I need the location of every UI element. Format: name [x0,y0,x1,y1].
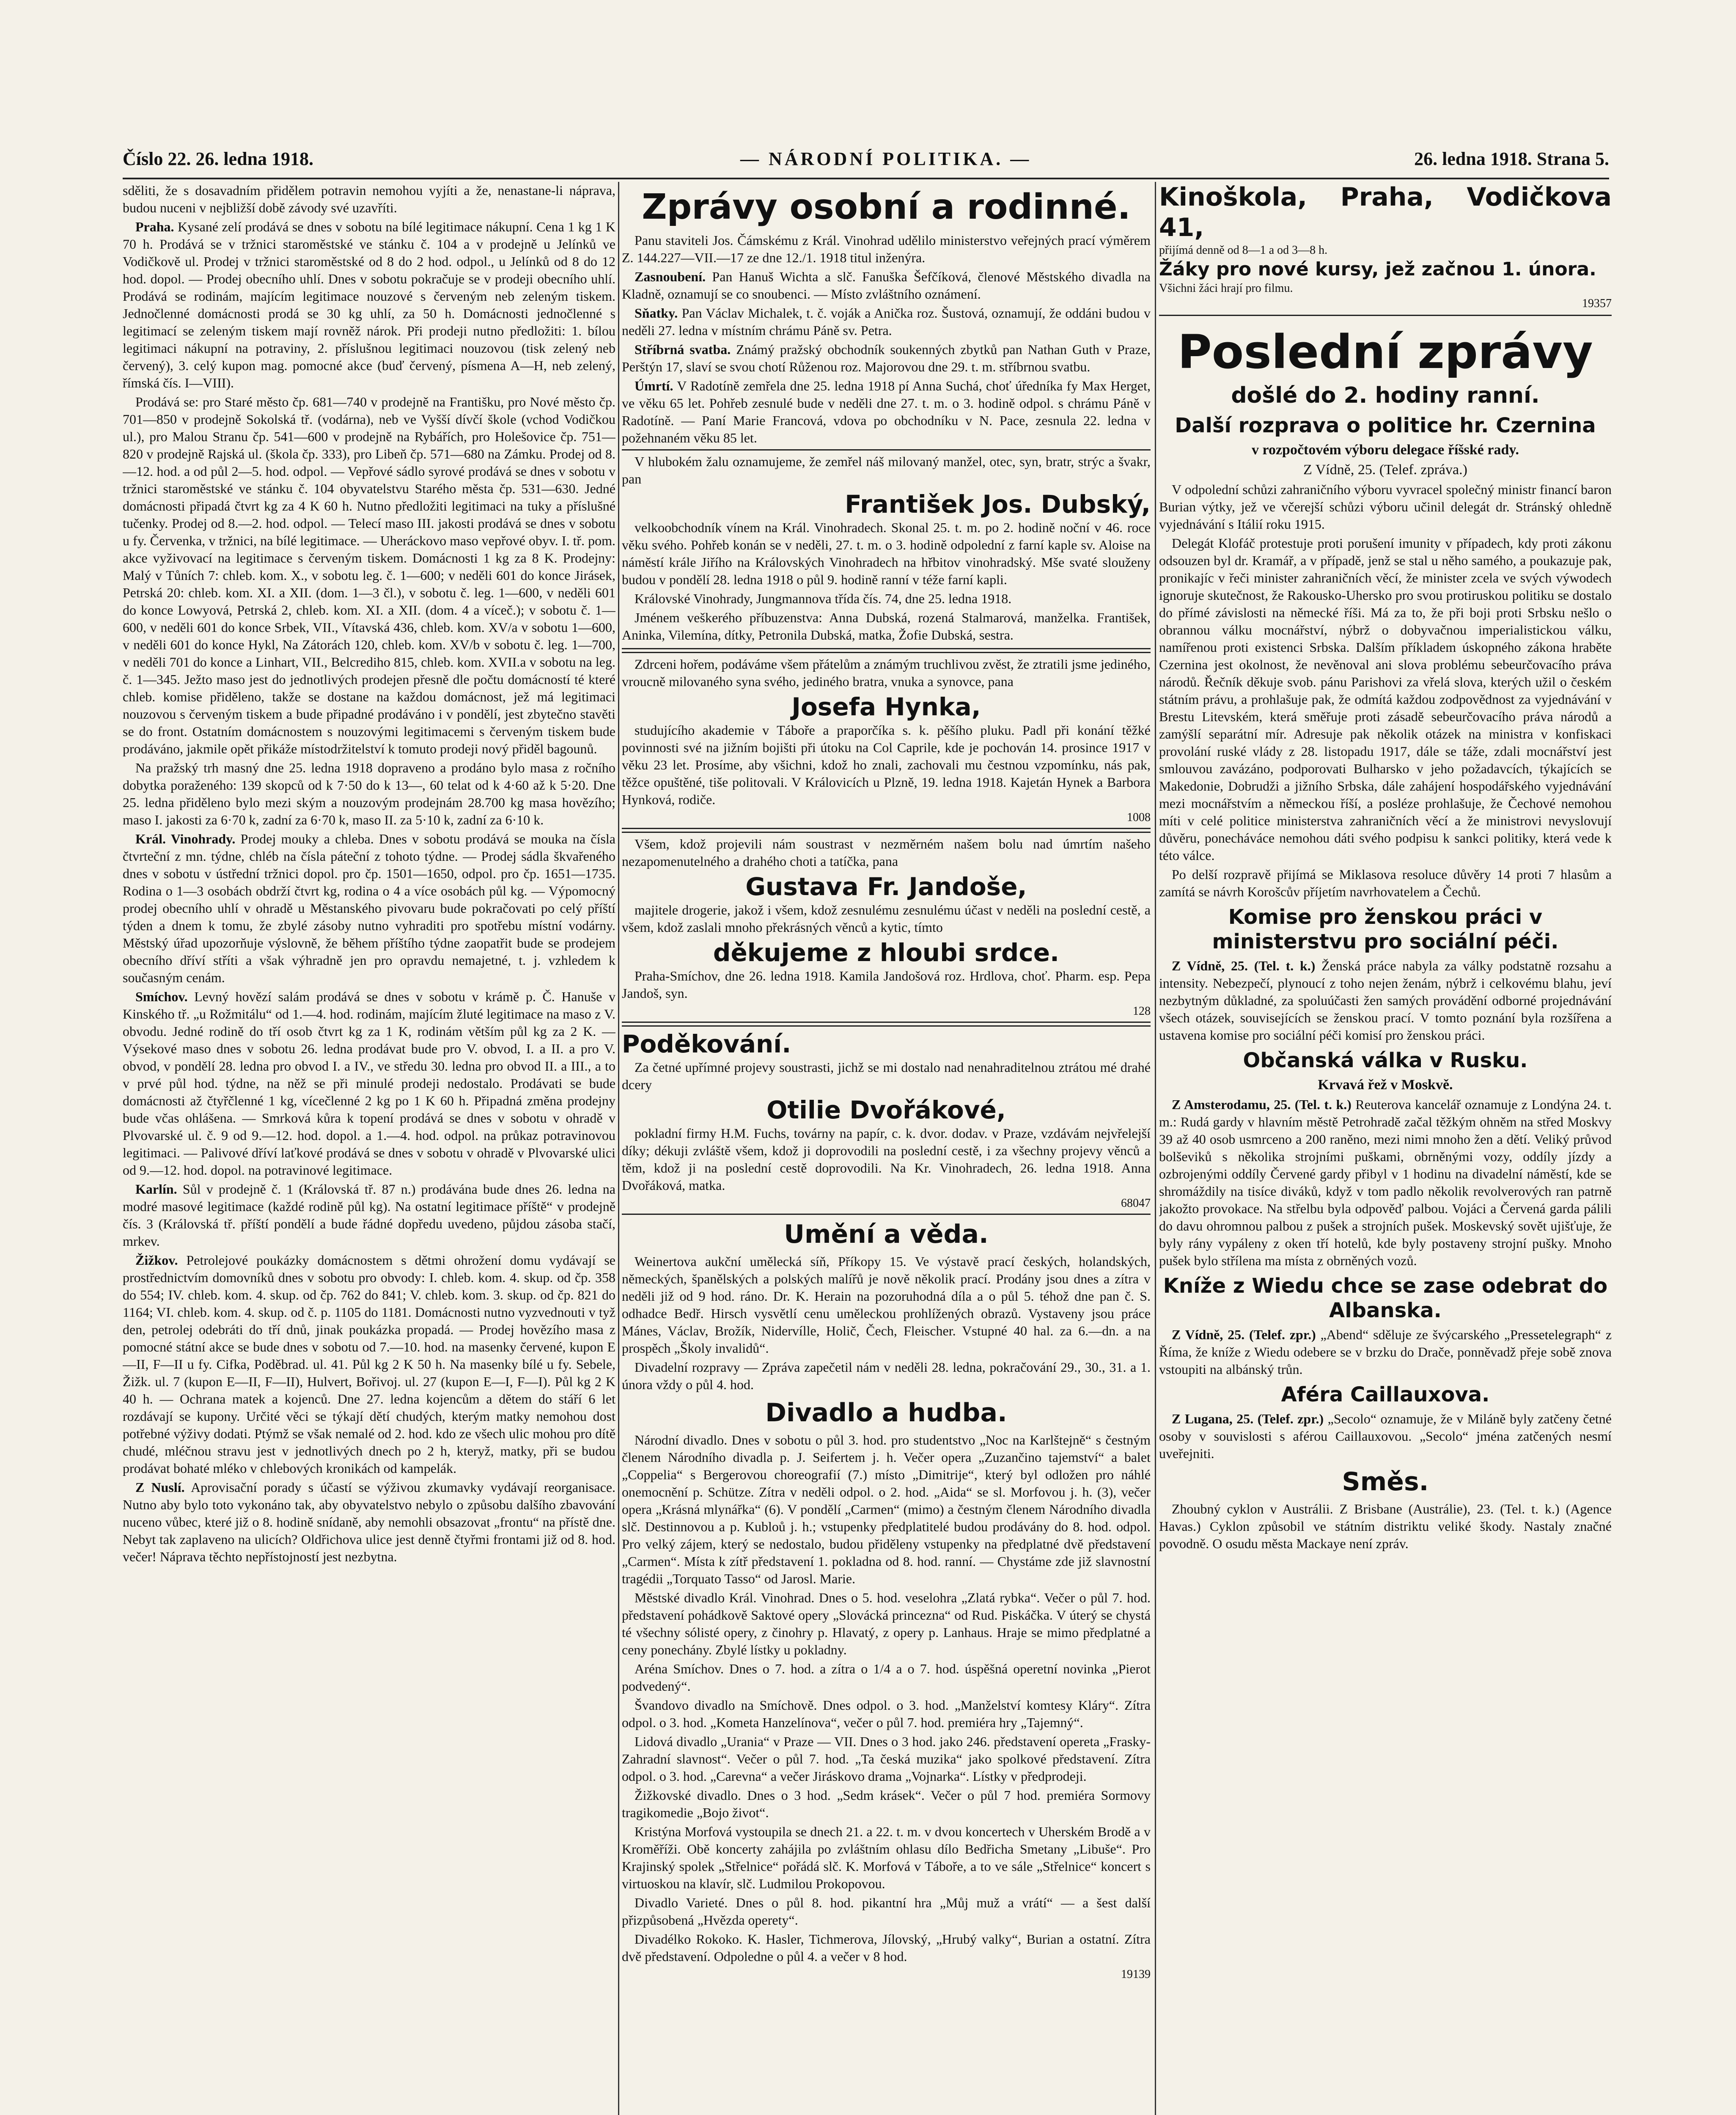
article-paragraph: Panu staviteli Jos. Čámskému z Král. Vinohrad udělilo ministerstvo veřejných prací výměrem Z. 144.227—VII.—17 ze dne 12./1. 1918 titul inženýra. [622,233,1151,265]
section-title-theatre: Divadlo a hudba. [765,1398,1007,1428]
article-title: Občanská válka v Rusku. [1243,1049,1528,1072]
article-paragraph [622,377,1151,447]
ad-note: Všichni žáci hrají pro filmu. [1159,282,1293,295]
article-paragraph [622,305,1151,339]
article-subtitle: Krvavá řež v Moskvě. [1318,1077,1453,1093]
notice-text: Všem, kdož projevili nám soustrast v nezměrném našem bolu nad úmrtím našeho nezapomenutelného a drahého choti a tatíčka, pana [622,836,1151,869]
article-title: Další rozprava o politice hr. Czernina [1175,414,1596,437]
paragraph-text: V Radotíně zemřela dne 25. ledna 1918 pí Anna Suchá, choť úředníka fy Max Herget, ve věku 65 let. Pohřeb zesnulé bude v neděli dne 27. t. m. o 3. hodině odpol. s chrámu Páně v Radotíně. — Paní Marie Francová, vdova po obchodníku v N. Pace, zesnula 22. ledna v požehnaném věku 85 let. [622,378,1151,445]
section-label: Smíchov. [135,989,188,1004]
dateline: Z Vídně, 25. (Telef. zpráva.) [1303,462,1467,478]
article-paragraph: Zhoubný cyklon v Austrálii. Z Brisbane (Austrálie), 23. (Tel. t. k.) (Agence Havas.) Cyklon způsobil ve státním distriktu veliké škody. Nastaly značné povodně. O osudu města Mackaye není zpráv. [1159,1501,1612,1551]
article-paragraph: sděliti, že s dosavadním přidělem potravin nemohou vyjíti a že, nenastane-li náprava, budou nuceni v nejbližší době závody své uzavříti. [123,183,615,215]
article-paragraph [123,1252,615,1477]
notice-text: studujícího akademie v Táboře a praporčíka s. k. pěšího pluku. Padl při konání těžké povinnosti své na jižním bojišti při útoku na Col Caprile, kde je pochován 14. prosince 1917 v věku 23 let. Prosíme, aby všichni, kdož ho znali, zachovali mu čestnou vzpomínku, nás pak, těžce opuštěné, tiše politovali. V Královicích u Plzně, 19. ledna 1918. Kajetán Hynek a Barbora Hynková, rodiče. [622,722,1151,807]
article-paragraph: Kristýna Morfová vystoupila se dnech 21. a 22. t. m. v dvou koncertech v Uherském Brodě a v Kroměříži. Obě koncerty zahájila po zvláštním ohlasu dílo Bedřicha Smetany „Libuše“. Pro Krajinský spolek „Střelnice“ pořádá slč. K. Morfová v Táboře, a to ve sále „Střelnice“ koncert s virtuoskou na klavír, slč. Ludmilou Prokopovou. [622,1824,1151,1891]
section-label: Žižkov. [135,1253,178,1268]
article-paragraph: Žižkovské divadlo. Dnes o 3 hod. „Sedm krásek“. Večer o půl 7 hod. premiéra Sormovy tragikomedie „Bojo život“. [622,1788,1151,1820]
issue-number: Číslo 22. 26. ledna 1918. [123,148,314,169]
deceased-name: Gustava Fr. Jandoše, [745,872,1027,901]
dateline: Z Amsterodamu, 25. (Tel. t. k.) [1172,1097,1351,1112]
latest-news-title: Poslední zprávy [1178,325,1593,379]
article-paragraph: Delegát Klofáč protestuje proti porušení imunity v případech, kdy proti zákonu odsouzen byl dr. Kramář, a v případě, jenž se stal u něho samého, a poukazuje pak, pronikajíc v řeči minister zahraničních věcí, že minister zcela ve svých výwodech ignoruje skutečnost, že Rakousko-Uhersko pro svou protiruskou politiku se dostalo do přímé závislosti na německé říši. Má za to, že při boji proti Srbsku nešlo o obrannou válku mocnářství, nýbrž o dobyvačnou imperialistickou válku, namířenou proti existenci Srbska. Dalším příkladem úskopného zákona hraběte Czernina jest okolnost, že nevěnoval ani slova problému sebeurčovacího práva národů. Řečník děkuje svob. pánu Parishovi za vřelá slova, kterých užil o českém státním právu, a prohlašuje pak, že odmítá každou zodpovědnost za vyjednávání v Brestu Litevském, která směřuje proti zásadě sebeurčovacího práva národů a zamýšlí separátní mír. Adresuje pak několik otázek na ministra v konfiskaci provolání ruské vlády z 28. listopadu 1917, dále se táže, zdali mocnářství jest smlouvou zavázáno, podporovati Bulharsko v jeho požadavcích, týkajících se Makedonie, Dobrudži a jižního Srbska, dále zahájení hospodářského vyjednávání mezi mocnářstvím a německou říší, a posléze prohlašuje, že Čechové nemohou míti v celé politice ministerstva zahraničních věcí a že ministrovi nevyslovují důvěru, ponecháváce nemohou dáti svého podpisu k sankci politiky, která vede k této válce. [1159,536,1612,863]
article-paragraph: Na pražský trh masný dne 25. ledna 1918 dopraveno a prodáno bylo masa z ročního dobytka poraženého: 139 skopců od k 7·50 do k 13—, 60 telat od k 4·60 až k 5·20. Dne 25. ledna přiděleno bylo mezi ským a nouzovým prodejnám 28.700 kg masa hovězího; maso I. jakosti za 6·70 k, zadní za 6·70 k, maso II. za 5·10 k, zadní za 6·10 k. [123,760,615,827]
paragraph-text: Kysané zelí prodává se dnes v sobotu na bílé legitimace nákupní. Cena 1 kg 1 K 70 h. Prodává se v tržnici staroměstské ve stánku č. 104 a v prodejně u Jelínků ve Vodičkově ul. Prodej v tržnici staroměstské od 8 do 2 hod. odpol., u Jelínků od 8 do 12 hod. dopol. — Prodej obecního uhlí. Dnes v sobotu pokračuje se v prodeji obecního uhlí. Prodává se rodinám, majícím legitimace nouzové s červeným neb zeleným tiskem. Jednočlenné domácnosti prodá se 30 kg uhlí, za 50 h. Domácnosti jednočlenné s legitimací se zeleným tiskem mají rovněž nárok. Při prodeji nutno předložiti: 1. bílou legitimaci nákupní na potraviny, 2. příslušnou legitimaci nouzovou (tisk zelený neb červený), 3. celý kupon mag. pomocné akce (buď červený, písmena A—H, neb zelený, římská čís. I—VIII). [123,219,615,390]
article-paragraph [123,1479,615,1566]
column-divider [618,182,619,2115]
article-paragraph [123,988,615,1179]
dateline: Z Vídně, 25. (Tel. t. k.) [1172,958,1316,973]
section-title-misc: Směs. [1342,1467,1429,1497]
notice-text: Praha-Smíchov, dne 26. ledna 1918. Kamila Jandošová roz. Hrdlova, choť. Pharm. esp. Pepa Jandoš, syn. [622,968,1151,1001]
article-paragraph [622,341,1151,376]
page-date-number: 26. ledna 1918. Strana 5. [1414,148,1609,169]
paragraph-text: Aprovisační porady s účastí se výživou zkumavky vydávají reorganisace. Nutno aby bylo toto vykonáno tak, aby obyvatelstvo nebylo o způsobu dalšího zbavování nuceno vůbec, které již o 8. hodině snídaně, aby nemohli obsazovat „frontu“ na přístě dne. Nebyt tak zaplaveno na ulicích? Oldřichova ulice jest denně čtyřmi frontami již od 8. hod. večer! Náprava těchto nepřístojností jest nezbytna. [123,1480,615,1564]
section-label: Stříbrná svatba. [635,342,731,357]
article-paragraph [123,218,615,392]
paragraph-text: Pan Hanuš Wichta a slč. Fanuška Šefčíková, členové Městského divadla na Kladně, oznamují se co snoubenci. — Místo zvláštního oznámení. [622,269,1151,302]
section-label: Z Nuslí. [135,1480,185,1495]
article-paragraph [1159,957,1612,1044]
notice-code: 68047 [1121,1197,1151,1210]
obituary-notice [622,449,1151,649]
thanks-line: děkujeme z hloubi srdce. [713,938,1060,967]
paragraph-text: Ženská práce nabyla za války podstatně rozsahu a intensity. Nebezpečí, plynoucí z toho nejen ženám, nýbrž i celkovému blahu, jeví nezbytným důkladné, za spoluúčasti žen samých provádění odborné projednávání všech otázek, souvisejících se ženskou prací. V tomto poznání byla rozšířena a ustavena komise pro sociální péči komisí pro ženskou práci. [1159,958,1612,1043]
paragraph-text: Známý pražský obchodník soukenných zbytků pan Nathan Guth v Praze, Perštýn 17, slaví se svou chotí Růženou roz. Majorovou dne 29. t. m. stříbrnou svatbu. [622,342,1151,374]
paragraph-text: Prodej mouky a chleba. Dnes v sobotu prodává se mouka na čísla čtvrteční z mn. týdne, chléb na čísla páteční z tohoto týdne. — Prodej sádla škvařeného dnes v sobotu v ústřední tržnici dopol. pro čp. 1501—1650, odpol. pro čp. 1651—1735. Rodina o 1—3 osobách obdrží čtvrt kg, rodina o 4 a více osobách půl kg. — Výpomocný prodej obecního uhlí v ohradě u Městanského pivovaru bude pokračovati po celý příští týden a dnem k tomu, že zbylé zásoby nutno vyhraditi pro spotřebu místní vodárny. Městský úřad upozorňuje výslovně, že během příštího týdne zaopatřit bude se prodejem obecního dříví stříti a však výhradně jen pro opravdu nemajetné, t. j. vzhledem k současným cenám. [123,831,615,985]
article-paragraph: Švandovo divadlo na Smíchově. Dnes odpol. o 3. hod. „Manželství komtesy Kláry“. Zítra odpol. o 3. hod. „Kometa Hanzelínova“, večer o půl 7. hod. premiéra hry „Tajemný“. [622,1697,1151,1730]
header-rule [123,178,1609,179]
paragraph-text: „Secolo“ oznamuje, že v Miláně byly zatčeny četné osoby v souvislosti s aférou Caillauxovou. „Secolo“ jména zatčených nesmí uveřejniti. [1159,1411,1612,1461]
article-paragraph: Městské divadlo Král. Vinohrad. Dnes o 5. hod. veselohra „Zlatá rybka“. Večer o půl 7. hod. představení pohádkově Saktové opery „Slovácká princezna“ od Rud. Piskáčka. V úterý se chystá té všechny sólisté opery, z činohry p. Hlavatý, z opery p. Lanhaus. Hraje se mimo předplatné a ceny ponechány. Zbylé lístky u pokladny. [622,1590,1151,1657]
section-label: Praha. [135,219,174,234]
notice-text: Za četné upřímné projevy soustrasti, jichž se mi dostalo nad nenahraditelnou ztrátou mé drahé dcery [622,1060,1151,1092]
section-title-personal: Zprávy osobní a rodinné. [642,187,1131,227]
section-label: Zasnoubení. [635,269,706,284]
article-paragraph: Po delší rozpravě přijímá se Miklasova resoluce důvěry 14 proti 7 hlasům a zamítá se návrh Korošcův příjetím navrhovatelem a Čechů. [1159,867,1612,899]
divider [1159,315,1612,316]
section-title-art: Umění a věda. [784,1220,989,1249]
column-left [123,182,615,2115]
article-paragraph: Prodává se: pro Staré město čp. 681—740 v prodejně na Františku, pro Nové město čp. 701—850 v prodejně Sokolská tř. (vodárna), neb ve Vyšší dívčí škole (vchod Vodičkou ul.), pro Malou Stranu čp. 541—600 v prodejně na Rybářích, pro Holešovice čp. 751—820 v prodejně Rajská ul. (škola čp. 333), pro Libeň čp. 571—680 na Zámku. Prodej od 8.—12. hod. a od půl 2—5. hod. odpol. — Vepřové sádlo syrové prodává se dnes v sobotu v tržnici staroměstské ve stánku č. 104 obyvatelstvu Starého města čp. 531—630. Jedné domácnosti připadá čtvrt kg za 4 K 60 h. Nutno předložiti legitimaci na tuky a příslušné tučenky. Prodej od 8.—2. hod. odpol. — Telecí maso III. jakosti prodává se dnes v sobotu u fy. Červenka, v tržnici, na bílé legitimace. — Uheráckovo maso vepřové obyv. I. tř. pom. akce vyživovací na legitimace s červeným tiskem. Domácnosti 1 kg za 8 K. Prodejny: Malý v Tůních 7: chleb. kom. X., v sobotu leg. č. 1—600; v neděli 601 do konce Jirásek, Petrská 20: chleb. kom. XI. a XII. (dom. 1—3 čl.), v sobotu č. leg. 1—600, v neděli 601 do konce Lowyová, Petrská 2, chleb. kom. XI. a XII. (dom. 4 a víceč.); v sobotu č. 1—600, v neděli 601 do konce Srbek, VII., Vítavská 436, chleb. kom. XV/a v sobotu 1—600, v neděli 601 do konce Hykl, Na Zátorách 120, chleb. kom. XV/b v sobotu č. leg. 1—700, v neděli 701 do konce a Linhart, VII., Belcrediho 815, chleb. kom. XVII.a v sobotu na leg. č. 1—345. Ježto maso jest do jednotlivých prodejen přesně dle počtu domácností té které chleb. komise přiděleno, takže se dostane na každou domácnost, jež má legitimaci nouzovou s červeným tiskem a bude připadné prodáváno i v pondělí, jest zbytečno stavěti se do front. Ostatním domácnostem s nouzovými legitimacemi s červeným tiskem bude prodáváno, jakmile opět přikáže místodržitelství k tomuto prodeji nový přiděl bagounů. [123,394,615,756]
notice-code: 19139 [1121,1968,1151,1981]
column-divider [1155,182,1156,2115]
article-paragraph: Weinertova aukční umělecká síň, Příkopy 15. Ve výstavě prací českých, holandských, německých, španělských a polských malířů je nově několik prací. Prodány jsou dnes a zítra v neděli již od 9 hod. ráno. Dr. K. Herain na pozoruhodná díla a o půl 5. téhož dne pan č. S. odhadce Bedř. Hirsch vysvětlí cenu uměleckou prohlížených obrazů. Vystaveny jsou práce Mánes, Václav, Brožík, Nidervílle, Holič, Čech, Fleischer. Vstupné 40 hal. za 6.—dn. a na prospěch „Školy invalidů“. [622,1254,1151,1356]
thanks-heading: Poděkování. [622,1030,791,1058]
dateline: Z Lugana, 25. (Telef. zpr.) [1172,1411,1324,1426]
paragraph-text: Pan Václav Michalek, t. č. voják a Anička roz. Šustová, oznamují, že oddáni budou v neděli 27. ledna v místním chrámu Páně sv. Petra. [622,305,1151,338]
notice-text: velkoobchodník vínem na Král. Vinohradech. Skonal 25. t. m. po 2. hodině noční v 46. roce věku svého. Pohřeb konán se v neděli, 27. t. m. o 3. hodině odpolední z farní kaple sv. Aloise na náměstí krále Jiřího na Královských Vinohradech na hřbitov vinohradský. Mše svaté slouženy budou v pondělí 28. ledna 1918 o půl 9. hodině ranní v téže farní kapli. [622,520,1151,587]
ad-headline: Kinoškola, Praha, Vodičkova 41, [1159,182,1612,242]
article-paragraph [1159,1410,1612,1462]
article-paragraph [622,268,1151,303]
article-paragraph: V odpolední schůzi zahraničního výboru vyvracel společný ministr financí baron Burian výtky, jež ve včerejší schůzi výboru učinil delegát dr. Stránský ohledně vyjednávání s Itálií roku 1915. [1159,482,1612,532]
paragraph-text: Petrolejové poukázky domácnostem s dětmi ohrožení domu vydávají se prostřednictvím domovníků dnes v sobotu pro obvody: I. chleb. kom. 4. skup. od čp. 358 do 554; IV. chleb. kom. 4. skup. od čp. 762 do 841; V. chleb. kom. 3. skup. od čp. 821 do 1164; VI. chleb. kom. 4. skup. od č. p. 1105 do 1181. Domácnosti nutno vyzvednouti v tyž den, petrolej odebráti do tří dnů, jinak poukázka propadá. — Prodej hovězího masa z pomocné státní akce se bude dnes v sobotu od 7.—10. hod. na masenky červené, kupon E—II, F—II u fy. Cifka, Poděbrad. ul. 41. Půl kg 2 K 50 h. Na masenky bílé u fy. Sebele, Žižk. ul. 7 (kupon E—II, F—II), Hulvert, Bořivoj. ul. 27 (kupon E—I, F—I). Půl kg 2 K 40 h. — Ochrana matek a kojenců. Dne 27. ledna kojencům a dětem do stáří 6 let rozdávají se kupony. Určité věci se týkají dětí chudých, kterým matky nemohou dost potřebné výživy dodati. Ptýmž se však nemalé od 2. hod. kdo ze všech ulic mohou pro dítě chudé, mléčnou stravu jest v jednotlivých dnech po 2 h, kteryž, matky, při se budou prodávat bohaté mléko v chlebových kronikách od kampelák. [123,1253,615,1476]
kinoskola-ad [1159,182,1612,311]
section-label: Král. Vinohrady. [135,831,236,846]
notice-text: V hlubokém žalu oznamujeme, že zemřel náš milovaný manžel, otec, syn, bratr, strýc a švakr, pan [622,454,1151,486]
ad-main-text: Žáky pro nové kursy, jež začnou 1. února. [1159,258,1596,280]
notice-text: Jménem veškerého příbuzenstva: Anna Dubská, rozená Stalmarová, manželka. František, Aninka, Vilemína, dítky, Petronila Dubská, matka, Žofie Dubská, sestra. [622,610,1151,643]
ad-note: přijímá denně od 8—1 a od 3—8 h. [1159,244,1328,257]
notice-code: 19357 [1582,297,1612,310]
article-paragraph [123,830,615,986]
article-title: Kníže z Wiedu chce se zase odebrat do Albanska. [1163,1274,1608,1322]
latest-news-subtitle: došlé do 2. hodiny ranní. [1231,383,1540,408]
article-paragraph: Aréna Smíchov. Dnes o 7. hod. a zítra o 1/4 a o 7. hod. úspěšná operetní novinka „Pierot podvedený“. [622,1661,1151,1694]
notice-code: 128 [1133,1005,1151,1018]
thanks-notice [622,1025,1151,1215]
article-paragraph: Divadlo Varieté. Dnes o půl 8. hod. pikantní hra „Můj muž a vrátí“ — a šest další přizpůsobená „Hvězda operety“. [622,1895,1151,1928]
article-subtitle: v rozpočtovém výboru delegace říšské rady. [1251,442,1519,458]
deceased-name: Josefa Hynka, [791,692,981,721]
thanks-notice [622,832,1151,1023]
notice-text: Zdrceni hořem, podáváme všem přátelům a známým truchlivou zvěst, že ztratili jsme jediného, vroucně milovaného syna svého, jediného bratra, vnuka a synovce, pana [622,656,1151,689]
masthead-title: — NÁRODNÍ POLITIKA. — [740,148,1032,169]
article-paragraph: Divadélko Rokoko. K. Hasler, Tichmerova, Jílovský, „Hrubý valky“, Burian a ostatní. Zítra dvě představení. Odpoledne o půl 4. a večer v 8 hod. [622,1931,1151,1964]
column-middle [622,182,1151,2115]
notice-text: Královské Vinohrady, Jungmannova třída čís. 74, dne 25. ledna 1918. [635,591,1012,606]
column-right [1159,182,1612,2115]
paragraph-text: Sůl v prodejně č. 1 (Královská tř. 87 n.) prodávána bude dnes 26. ledna na modré masové legitimace (každé rodině půl kg). Na ostatní legitimace příště“ v prodejně čís. 3 (Královská tř. příští pondělí a bude řádné dopředu uvedeno, půjdou zásoba stačí, mrkev. [123,1181,615,1249]
article-paragraph [1159,1096,1612,1269]
obituary-notice [622,652,1151,829]
section-label: Karlín. [135,1181,177,1197]
page-header [123,148,1609,178]
article-paragraph: Divadelní rozpravy — Zpráva zapečetil nám v neděli 28. ledna, pokračování 29., 30., 31. a 1. února vždy o půl 4. hod. [622,1360,1151,1392]
deceased-name: Otilie Dvořákové, [766,1096,1006,1124]
notice-text: pokladní firmy H.M. Fuchs, továrny na papír, c. k. dvor. dodav. v Praze, vzdávám nejvřelejší díky; dékuji zvláště všem, kdož ji doprovodili na poslední cestě, i za všechny projevy věnců a těm, kdož ji na poslední cestě doprovodili. Na Kr. Vinohradech, 26. ledna 1918. Anna Dvořáková, matka. [622,1126,1151,1193]
article-paragraph [123,1181,615,1250]
notice-code: 1008 [1127,811,1151,824]
dateline: Z Vídně, 25. (Telef. zpr.) [1172,1327,1316,1342]
article-paragraph: Lidová divadlo „Urania“ v Praze — VII. Dnes o 3 hod. jako 246. představení opereta „Frasky-Zahradní slavnost“. Večer o půl 7. hod. „Ta česká muzika“ jako spolkové představení. Zítra odpol. o 3. hod. „Carevna“ a večer Jiráskovo drama „Vojnarka“. Lístky v předprodeji. [622,1734,1151,1784]
section-label: Sňatky. [635,305,678,321]
paragraph-text: „Abend“ sděluje ze švýcarského „Pressetelegraph“ z Říma, že kníže z Wiedu odebere se v brzku do Drače, ponněvadž přeje sobě znova vstoupiti na albánský trůn. [1159,1327,1612,1377]
section-label: Úmrtí. [635,378,673,393]
notice-text: majitele drogerie, jakož i všem, kdož zesnulému zesnulému účast v neděli na poslední cestě, a všem, kdož zaslali mnoho překrásných věnců a kytic, tímto [622,902,1151,935]
article-paragraph [1159,1326,1612,1378]
paragraph-text: Levný hovězí salám prodává se dnes v sobotu v krámě p. Č. Hanuše v Kinského tř. „u Rožmitálu“ od 1.—4. hod. rodinám, majícím žluté legitimace na maso z V. obvodu. Jedné rodině do tří osob čtvrt kg za 1 K, rodinám větším půl kg za 2 K. — Výsekové maso dnes v sobotu 26. ledna prodávat bude pro V. obvod, I. a II. a pro V. obvod, v pondělí 28. ledna pro obvod I. a IV., ve středu 30. ledna pro obvod II. a III., a to v prvé půl hod. týdne, na něž se při minulé prodeji nedostalo. Prodávati se bude domácnosti až čtyřčlenné 1 kg, vícečlenné 2 kg po 1 K 60 h. Připadná změna prodejny bude včas ohlášena. — Smrková kůra k topení prodává se dnes v sobotu v ohradě v Plvovarské ul. č. 9 od 9.—12. hod. dopol. a 1.—4. hod. odpol. na průkaz potravinovou legitimaci. — Palivové dříví laťkové prodává se dnes v sobotu v ohradě v Plvovarské ulici od 9.—12. hod. dopol. na potravinové legitimace. [123,989,615,1178]
article-paragraph: Národní divadlo. Dnes v sobotu o půl 3. hod. pro studentstvo „Noc na Karlštejně“ s čestným členem Národního divadla p. J. Seifertem j. h. Večer opera „Zuzančino tajemství“ a balet „Coppelia“ s Bergerovou choreografií (7.) místo „Dimitrije“, který byl odložen pro náhlé onemocnění p. Schütze. Zítra v neděli odpol. o 2. hod. „Aida“ se sl. Morfovou j. h. (3), večer opera „Krásná mlynářka“ (6). V pondělí „Carmen“ (mimo) a čestným členem Národního divadla slč. Destinnovou a p. Kubloů j. h.; vstupenky předplatitelé budou prodávány do 8. hod. odpol. Pro velký zájem, který se nedostalo, budou přiděleny vstupenky na předplatné dvě představení „Carmen“. Místa k zítř představení 1. pokladna od 8. hod. ranní. — Chystáme zde již slavnostní tragédii „Torquato Tasso“ od Jarosl. Marie. [622,1432,1151,1586]
article-title: Aféra Caillauxova. [1281,1383,1490,1406]
article-title: Komise pro ženskou práci v ministerstvu pro sociální péči. [1212,905,1559,953]
deceased-name: František Jos. Dubský, [845,490,1151,519]
paragraph-text: Reuterova kancelář oznamuje z Londýna 24. t. m.: Rudá gardy v hlavním městě Petrohradě začal těžkým ohněm na střed Moskvy 39 až 40 osob usmrceno a 200 raněno, mezi nimi mnoho žen a dětí. Veliký průvod bolševiků s několika strojními puškami, obrněnými vozy, oddíly jízdy a ozbrojenými oddíly Červené gardy přibyl v 1 hodinu na divadelní náměstí, kde se shromáždily na tisíce diváků, když v tom padlo několik revolverových ran patrně jakožto provokace. Na střelbu byla odpověď palbou. Vojáci a Červená garda pálili do davu ohromnou palbou z pušek a strojních pušek. Moskevský sovět ujišťuje, že byly rány vypáleny z oken tří hotelů, kde byly postaveny strojní pušky. Mnoho pušek bylo střílena ma místa z obrněných vozů. [1159,1097,1612,1268]
